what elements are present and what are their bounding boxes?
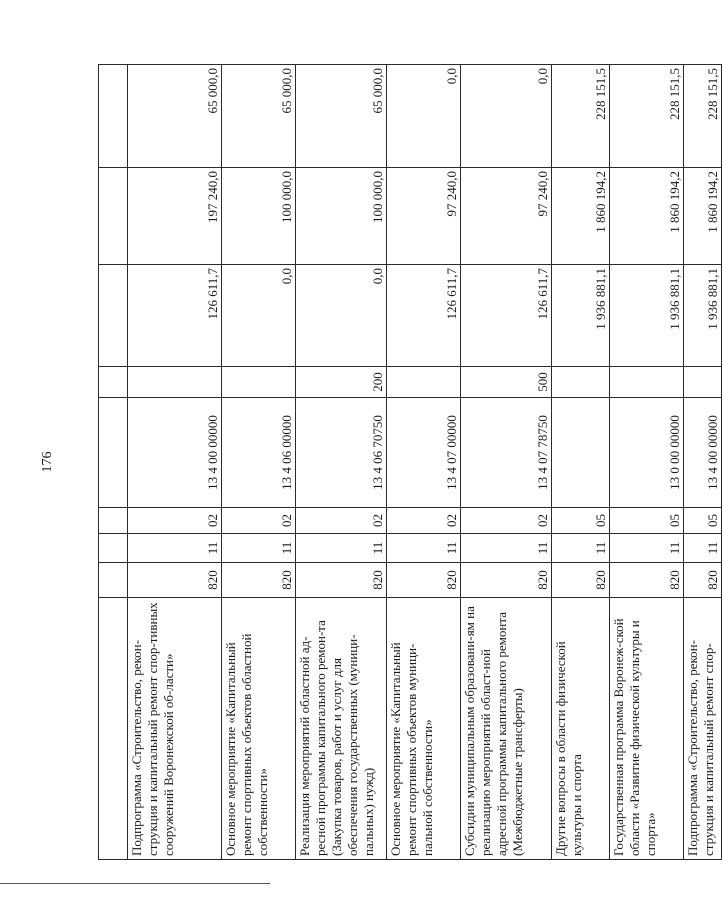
rotated-table-container xyxy=(98,65,720,860)
target-article-cell: 13 4 07 78750 xyxy=(461,398,552,508)
subsection-code-cell: 02 xyxy=(128,508,222,534)
row-name-cell: Основное мероприятие «Капитальный ремонт спортивных объектов областной собственности» xyxy=(222,598,296,860)
table-header-row xyxy=(99,65,128,860)
table-row xyxy=(222,65,296,860)
amount-year1-cell: 126 611,7 xyxy=(128,265,222,367)
subsection-code-cell: 02 xyxy=(387,508,461,534)
row-name-cell: Подпрограмма «Строительство, рекон-струкция и капитальный ремонт спор- xyxy=(684,598,722,860)
table-row xyxy=(296,65,387,860)
header-cell xyxy=(99,265,128,367)
page-number: 176 xyxy=(40,451,55,473)
grbs-code-cell: 820 xyxy=(128,563,222,598)
subsection-code-cell: 05 xyxy=(684,508,722,534)
grbs-code-cell: 820 xyxy=(684,563,722,598)
amount-year2-cell: 97 240,0 xyxy=(387,168,461,265)
amount-year3-cell: 228 151,5 xyxy=(552,65,610,168)
amount-year1-cell: 126 611,7 xyxy=(387,265,461,367)
table-row xyxy=(552,65,610,860)
amount-year3-cell: 65 000,0 xyxy=(296,65,387,168)
header-cell xyxy=(99,398,128,508)
amount-year3-cell: 0,0 xyxy=(387,65,461,168)
budget-table xyxy=(98,64,722,860)
subsection-code-cell: 05 xyxy=(610,508,684,534)
expense-type-cell xyxy=(222,367,296,398)
grbs-code-cell: 820 xyxy=(552,563,610,598)
subsection-code-cell: 05 xyxy=(552,508,610,534)
amount-year1-cell: 0,0 xyxy=(222,265,296,367)
section-code-cell: 11 xyxy=(684,534,722,563)
amount-year1-cell: 1 936 881,1 xyxy=(552,265,610,367)
amount-year2-cell: 1 860 194,2 xyxy=(552,168,610,265)
amount-year1-cell: 126 611,7 xyxy=(461,265,552,367)
target-article-cell: 13 0 00 00000 xyxy=(610,398,684,508)
expense-type-cell xyxy=(387,367,461,398)
amount-year2-cell: 1 860 194,2 xyxy=(684,168,722,265)
target-article-cell: 13 4 07 00000 xyxy=(387,398,461,508)
row-name-cell: Основное мероприятие «Капитальный ремонт спортивных объектов муници-пальной собственности» xyxy=(387,598,461,860)
target-article-cell: 13 4 06 70750 xyxy=(296,398,387,508)
amount-year2-cell: 100 000,0 xyxy=(222,168,296,265)
row-name-cell: Государственная программа Воронеж-ской области «Развитие физической культуры и спорта» xyxy=(610,598,684,860)
header-cell xyxy=(99,65,128,168)
section-code-cell: 11 xyxy=(552,534,610,563)
header-cell xyxy=(99,534,128,563)
table-row xyxy=(610,65,684,860)
header-cell xyxy=(99,367,128,398)
expense-type-cell xyxy=(552,367,610,398)
amount-year3-cell: 0,0 xyxy=(461,65,552,168)
section-code-cell: 11 xyxy=(296,534,387,563)
target-article-cell: 13 4 00 00000 xyxy=(684,398,722,508)
amount-year2-cell: 97 240,0 xyxy=(461,168,552,265)
target-article-cell: 13 4 06 00000 xyxy=(222,398,296,508)
subsection-code-cell: 02 xyxy=(222,508,296,534)
amount-year2-cell: 197 240,0 xyxy=(128,168,222,265)
row-name-cell: Подпрограмма «Строительство, рекон-струкция и капитальный ремонт спор-тивных сооружений Воронежской об-ласти» xyxy=(128,598,222,860)
grbs-code-cell: 820 xyxy=(296,563,387,598)
table-row xyxy=(387,65,461,860)
row-name-cell: Субсидии муниципальным образовани-ям на реализацию мероприятий област-ной адресной программы капитального ремонта (Межбюджетные трансферты) xyxy=(461,598,552,860)
section-code-cell: 11 xyxy=(610,534,684,563)
expense-type-cell xyxy=(610,367,684,398)
amount-year1-cell: 1 936 881,1 xyxy=(684,265,722,367)
subsection-code-cell: 02 xyxy=(461,508,552,534)
grbs-code-cell: 820 xyxy=(387,563,461,598)
subsection-code-cell: 02 xyxy=(296,508,387,534)
table-row xyxy=(684,65,722,860)
section-code-cell: 11 xyxy=(461,534,552,563)
amount-year2-cell: 100 000,0 xyxy=(296,168,387,265)
target-article-cell xyxy=(552,398,610,508)
expense-type-cell xyxy=(684,367,722,398)
section-code-cell: 11 xyxy=(128,534,222,563)
amount-year1-cell: 0,0 xyxy=(296,265,387,367)
row-name-cell: Реализация мероприятий областной ад-ресной программы капитального ремон-та (Закупка товаров, работ и услуг для обеспечения государственных (муници-пальных) нужд) xyxy=(296,598,387,860)
section-code-cell: 11 xyxy=(222,534,296,563)
grbs-code-cell: 820 xyxy=(222,563,296,598)
amount-year3-cell: 65 000,0 xyxy=(128,65,222,168)
grbs-code-cell: 820 xyxy=(461,563,552,598)
expense-type-cell xyxy=(128,367,222,398)
expense-type-cell: 200 xyxy=(296,367,387,398)
table-row xyxy=(461,65,552,860)
amount-year3-cell: 65 000,0 xyxy=(222,65,296,168)
amount-year3-cell: 228 151,5 xyxy=(684,65,722,168)
header-cell xyxy=(99,598,128,860)
expense-type-cell: 500 xyxy=(461,367,552,398)
amount-year2-cell: 1 860 194,2 xyxy=(610,168,684,265)
amount-year3-cell: 228 151,5 xyxy=(610,65,684,168)
grbs-code-cell: 820 xyxy=(610,563,684,598)
header-cell xyxy=(99,168,128,265)
bottom-rule xyxy=(0,883,270,884)
amount-year1-cell: 1 936 881,1 xyxy=(610,265,684,367)
target-article-cell: 13 4 00 00000 xyxy=(128,398,222,508)
header-cell xyxy=(99,563,128,598)
table-row xyxy=(128,65,222,860)
section-code-cell: 11 xyxy=(387,534,461,563)
row-name-cell: Другие вопросы в области физической культуры и спорта xyxy=(552,598,610,860)
header-cell xyxy=(99,508,128,534)
